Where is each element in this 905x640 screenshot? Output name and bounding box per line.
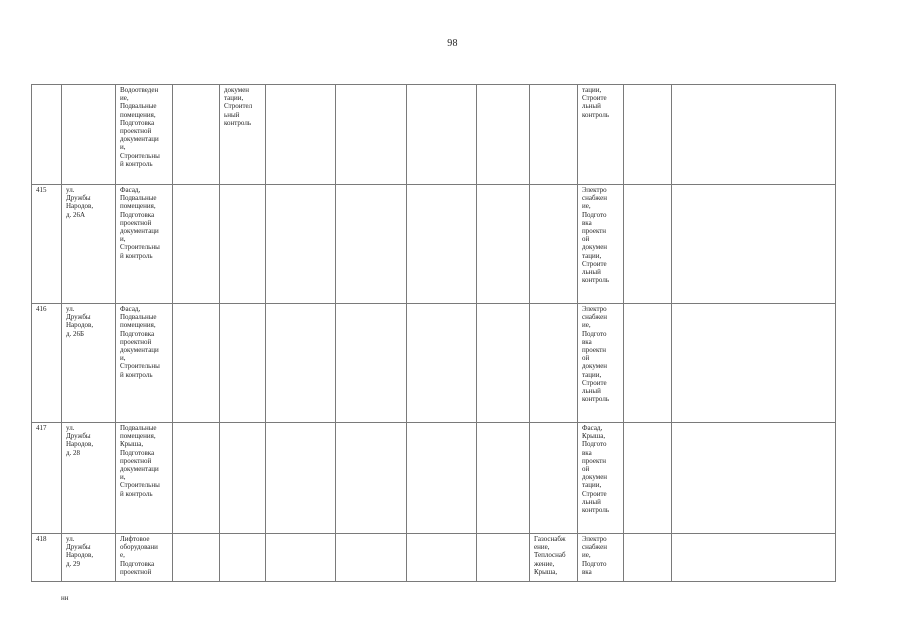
- cell-col-13: [672, 185, 836, 304]
- cell-col-11: [578, 85, 624, 185]
- table-row: [32, 304, 836, 423]
- cell-col-10: [530, 185, 578, 304]
- cell-number: [32, 85, 62, 185]
- cell-address: [62, 304, 116, 423]
- cell-col-5: [220, 85, 266, 185]
- cell-col-4: [173, 85, 220, 185]
- cell-works: [116, 534, 173, 582]
- cell-col-11: [578, 423, 624, 534]
- cell-text: Электро снабжен ие, Подгото вка проектн ой докумен тации, Строите льный контроль: [582, 305, 610, 404]
- cell-col-7: [336, 304, 407, 423]
- cell-col-11: [578, 534, 624, 582]
- page-number: 98: [447, 38, 458, 49]
- cell-col-5: [220, 185, 266, 304]
- cell-col-12: [624, 185, 672, 304]
- cell-col-8: [407, 304, 477, 423]
- cell-col-5: [220, 304, 266, 423]
- table-body: [32, 85, 836, 582]
- cell-col-13: [672, 304, 836, 423]
- cell-text: ул. Дружбы Народов, д. 29: [66, 535, 94, 568]
- cell-col-8: [407, 534, 477, 582]
- cell-col-11: [578, 185, 624, 304]
- cell-col-6: [266, 304, 336, 423]
- cell-works: [116, 85, 173, 185]
- cell-address: [62, 534, 116, 582]
- cell-number: [32, 534, 62, 582]
- cell-number: [32, 185, 62, 304]
- table-row: [32, 423, 836, 534]
- cell-col-10: [530, 304, 578, 423]
- cell-col-5: [220, 423, 266, 534]
- cell-text: докумен тации, Строител ьный контроль: [224, 86, 253, 127]
- cell-text: Водоотведен ие, Подвальные помещения, Подготовка проектной документаци и, Строительны й контроль: [120, 86, 160, 168]
- cell-col-4: [173, 534, 220, 582]
- cell-number: [32, 423, 62, 534]
- cell-col-7: [336, 423, 407, 534]
- cell-col-12: [624, 534, 672, 582]
- cell-address: [62, 185, 116, 304]
- cell-col-8: [407, 85, 477, 185]
- cell-text: ул. Дружбы Народов, д. 26А: [66, 186, 94, 219]
- cell-col-12: [624, 304, 672, 423]
- table-row: [32, 85, 836, 185]
- cell-col-13: [672, 423, 836, 534]
- footer-mark: нн: [61, 594, 69, 602]
- cell-text: 415: [36, 186, 47, 194]
- cell-works: [116, 304, 173, 423]
- cell-col-7: [336, 534, 407, 582]
- cell-col-12: [624, 85, 672, 185]
- cell-works: [116, 423, 173, 534]
- cell-col-8: [407, 185, 477, 304]
- cell-col-10: [530, 85, 578, 185]
- cell-col-9: [477, 304, 530, 423]
- cell-text: тации, Строите льный контроль: [582, 86, 610, 119]
- cell-col-6: [266, 85, 336, 185]
- register-table: [31, 84, 836, 582]
- cell-col-6: [266, 185, 336, 304]
- cell-col-4: [173, 423, 220, 534]
- cell-text: Газоснабж ение, Теплоснаб жение, Крыша,: [534, 535, 566, 576]
- cell-text: Фасад, Крыша, Подгото вка проектн ой докумен тации, Строите льный контроль: [582, 424, 610, 515]
- cell-col-13: [672, 534, 836, 582]
- cell-number: [32, 304, 62, 423]
- cell-col-10: [530, 423, 578, 534]
- cell-text: 417: [36, 424, 47, 432]
- cell-text: Фасад, Подвальные помещения, Подготовка проектной документаци и, Строительны й контроль: [120, 305, 160, 379]
- cell-col-9: [477, 185, 530, 304]
- cell-col-9: [477, 423, 530, 534]
- cell-text: ул. Дружбы Народов, д. 28: [66, 424, 94, 457]
- cell-text: 418: [36, 535, 47, 543]
- cell-address: [62, 85, 116, 185]
- cell-text: ул. Дружбы Народов, д. 26Б: [66, 305, 94, 338]
- table-row: [32, 185, 836, 304]
- cell-text: Электро снабжен ие, Подгото вка проектн ой докумен тации, Строите льный контроль: [582, 186, 610, 285]
- cell-text: Фасад, Подвальные помещения, Подготовка проектной документаци и, Строительны й контроль: [120, 186, 160, 260]
- cell-col-13: [672, 85, 836, 185]
- cell-works: [116, 185, 173, 304]
- cell-text: Подвальные помещения, Крыша, Подготовка проектной документаци и, Строительны й контроль: [120, 424, 160, 498]
- cell-col-7: [336, 185, 407, 304]
- cell-address: [62, 423, 116, 534]
- cell-col-8: [407, 423, 477, 534]
- cell-col-11: [578, 304, 624, 423]
- table-row: [32, 534, 836, 582]
- cell-col-9: [477, 534, 530, 582]
- cell-col-12: [624, 423, 672, 534]
- cell-col-7: [336, 85, 407, 185]
- cell-col-6: [266, 423, 336, 534]
- cell-text: 416: [36, 305, 47, 313]
- cell-text: Лифтовое оборудовани е, Подготовка проектной: [120, 535, 158, 576]
- cell-col-6: [266, 534, 336, 582]
- cell-col-5: [220, 534, 266, 582]
- cell-col-9: [477, 85, 530, 185]
- cell-col-4: [173, 185, 220, 304]
- cell-text: Электро снабжен ие, Подгото вка: [582, 535, 607, 576]
- cell-col-10: [530, 534, 578, 582]
- cell-col-4: [173, 304, 220, 423]
